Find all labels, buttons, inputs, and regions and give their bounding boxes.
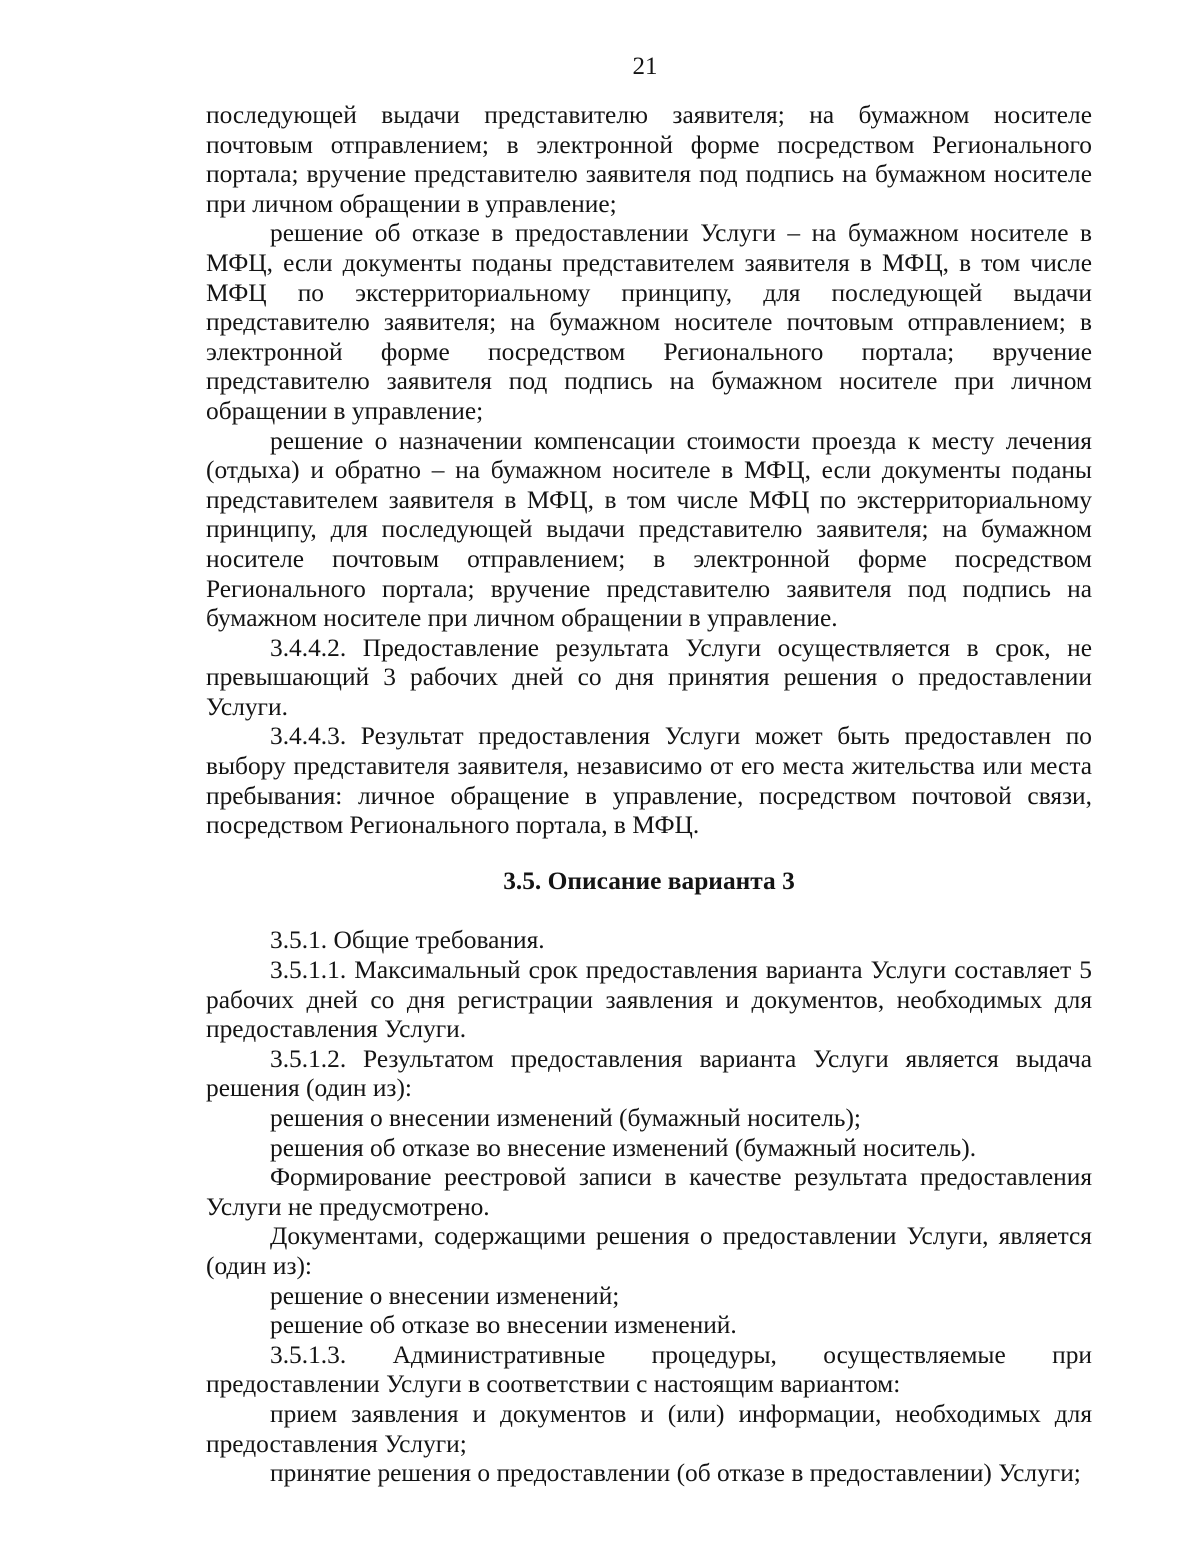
- page-number: 21: [632, 53, 658, 80]
- paragraph: принятие решения о предоставлении (об отказе в предоставлении) Услуги;: [270, 1459, 1081, 1488]
- paragraph: 3.5.1.3. Административные процедуры, осуществляемые при предоставлении Услуги в соответствии с настоящим вариантом:: [206, 1340, 1092, 1399]
- document-body: [206, 101, 1092, 1489]
- paragraph: решение о назначении компенсации стоимости проезда к месту лечения (отдыха) и обратно – на бумажном носителе в МФЦ, если документы поданы представителем заявителя в МФЦ, в том числе МФЦ по экстерриториальному принципу, для последующей выдачи представителю заявителя; на бумажном носителе почтовым отправлением; в электронной форме посредством Регионального портала; вручение представителю заявителя под подпись на бумажном носителе при личном обращении в управление.: [206, 426, 1092, 633]
- paragraph: решения о внесении изменений (бумажный носитель);: [270, 1104, 861, 1132]
- paragraph: решение об отказе во внесении изменений.: [270, 1311, 737, 1340]
- paragraph: решение о внесении изменений;: [270, 1281, 620, 1310]
- paragraph: 3.5.1. Общие требования.: [270, 926, 545, 955]
- paragraph: решения об отказе во внесение изменений (бумажный носитель).: [270, 1133, 977, 1162]
- paragraph: решение об отказе в предоставлении Услуги – на бумажном носителе в МФЦ, если документы поданы представителем заявителя в МФЦ, в том числе МФЦ по экстерриториальному принципу, для последующей выдачи представителю заявителя; на бумажном носителе почтовым отправлением; в электронной форме посредством Регионального портала; вручение представителю заявителя под подпись на бумажном носителе при личном обращении в управление;: [206, 219, 1092, 425]
- paragraph: 3.5.1.2. Результатом предоставления варианта Услуги является выдача решения (один из):: [206, 1044, 1092, 1103]
- paragraph: Формирование реестровой записи в качестве результата предоставления Услуги не предусмотрено.: [206, 1163, 1092, 1221]
- paragraph: 3.5.1.1. Максимальный срок предоставления варианта Услуги составляет 5 рабочих дней со дня регистрации заявления и документов, необходимых для предоставления Услуги.: [206, 956, 1092, 1044]
- paragraph: 3.4.4.3. Результат предоставления Услуги может быть предоставлен по выбору представителя заявителя, независимо от его места жительства или места пребывания: личное обращение в управление, посредством почтовой связи, посредством Регионального портала, в МФЦ.: [206, 722, 1092, 840]
- paragraph: Документами, содержащими решения о предоставлении Услуги, является (один из):: [206, 1222, 1092, 1280]
- paragraph: 3.4.4.2. Предоставление результата Услуги осуществляется в срок, не превышающий 3 рабочих дней со дня принятия решения о предоставлении Услуги.: [206, 633, 1092, 721]
- paragraph: прием заявления и документов и (или) информации, необходимых для предоставления Услуги;: [206, 1399, 1092, 1458]
- section-heading: 3.5. Описание варианта 3: [503, 866, 795, 895]
- paragraph: последующей выдачи представителю заявителя; на бумажном носителе почтовым отправлением; в электронной форме посредством Регионального портала; вручение представителю заявителя под подпись на бумажном носителе при личном обращении в управление;: [206, 101, 1092, 218]
